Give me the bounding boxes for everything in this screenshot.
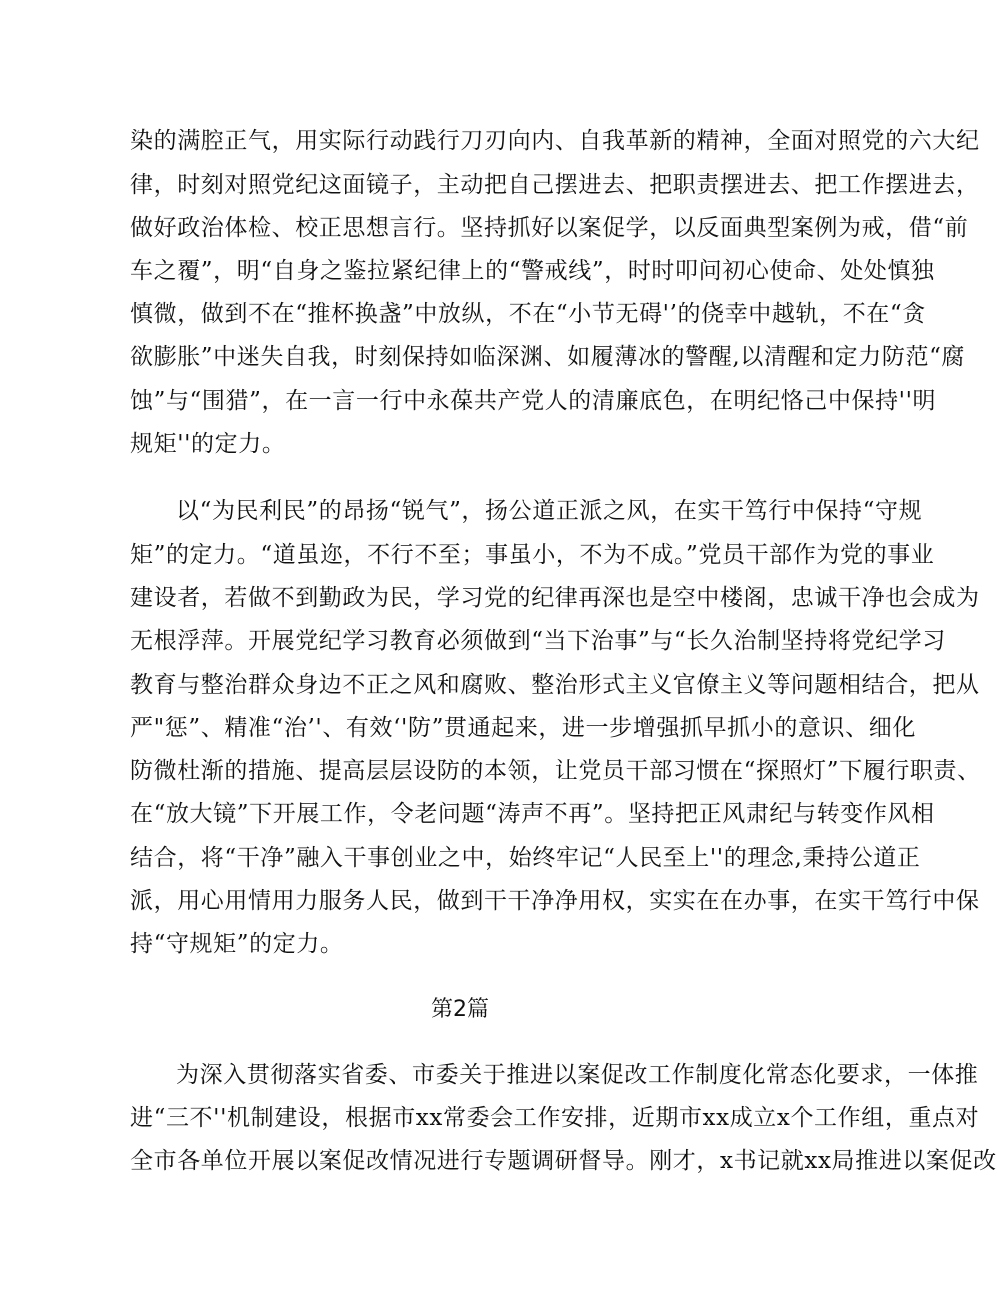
paragraph-1-line: 做好政治体检、校正思想言行。坚持抓好以案促学，以反面典型案例为戒，借“前: [130, 215, 969, 241]
paragraph-3-line: 为深入贯彻落实省委、市委关于推进以案促改工作制度化常态化要求，一体推: [176, 1062, 979, 1088]
paragraph-2-line: 无根浮萍。开展党纪学习教育必须做到“当下治事”与“长久治制坚持将党纪学习: [130, 628, 946, 654]
paragraph-2-line: 教育与整治群众身边不正之风和腐败、整治形式主义官僚主义等问题相结合，把从: [130, 672, 980, 698]
paragraph-2-line: 严"惩”、精准“治’'、有效‘'防”贯通起来，进一步增强抓早抓小的意识、细化: [130, 715, 916, 741]
paragraph-1-line: 律，时刻对照党纪这面镜子，主动把自己摆进去、把职责摆进去、把工作摆进去，: [130, 172, 980, 198]
paragraph-1-line: 规矩''的定力。: [130, 431, 286, 457]
paragraph-3-line: 进“三不''机制建设，根据市xx常委会工作安排，近期市xx成立x个工作组，重点对: [130, 1105, 980, 1131]
paragraph-2-line: 持“守规矩”的定力。: [130, 931, 344, 957]
paragraph-1-line: 欲膨胀”中迷失自我，时刻保持如临深渊、如履薄冰的警醒,以清醒和定力防范“腐: [130, 344, 966, 370]
paragraph-2-line: 矩”的定力。“道虽迩，不行不至；事虽小，不为不成。”党员干部作为党的事业: [130, 542, 935, 568]
section-heading: 第2篇: [431, 997, 489, 1022]
paragraph-2-line: 派，用心用情用力服务人民，做到干干净净用权，实实在在办事，在实干笃行中保: [130, 888, 980, 914]
paragraph-1-line: 慎微，做到不在“推杯换盏”中放纵，不在“小节无碍'’的侥幸中越轨，不在“贪: [130, 301, 926, 327]
paragraph-2-line: 以“为民利民”的昂扬“锐气”，扬公道正派之风，在实干笃行中保持“守规: [176, 498, 923, 524]
paragraph-2-line: 防微杜渐的措施、提高层层设防的本领，让党员干部习惯在“探照灯”下履行职责、: [130, 758, 981, 784]
paragraph-1-line: 蚀”与“围猎”，在一言一行中永葆共产党人的清廉底色，在明纪恪己中保持''明: [130, 388, 937, 414]
paragraph-1-line: 染的满腔正气，用实际行动践行刀刃向内、自我革新的精神，全面对照党的六大纪: [130, 128, 980, 154]
paragraph-1-line: 车之覆”，明“自身之鉴拉紧纪律上的“警戒线”，时时叩问初心使命、处处慎独: [130, 258, 935, 284]
paragraph-2-line: 结合，将“干净”融入干事创业之中，始终牢记“人民至上''的理念,秉持公道正: [130, 845, 921, 871]
paragraph-3-line: 全市各单位开展以案促改情况进行专题调研督导。刚才，x书记就xx局推进以案促改: [130, 1148, 997, 1174]
paragraph-2-line: 在“放大镜”下开展工作，令老问题“涛声不再”。坚持把正风肃纪与转变作风相: [130, 801, 935, 827]
paragraph-2-line: 建设者，若做不到勤政为民，学习党的纪律再深也是空中楼阁，忠诚干净也会成为: [130, 585, 980, 611]
